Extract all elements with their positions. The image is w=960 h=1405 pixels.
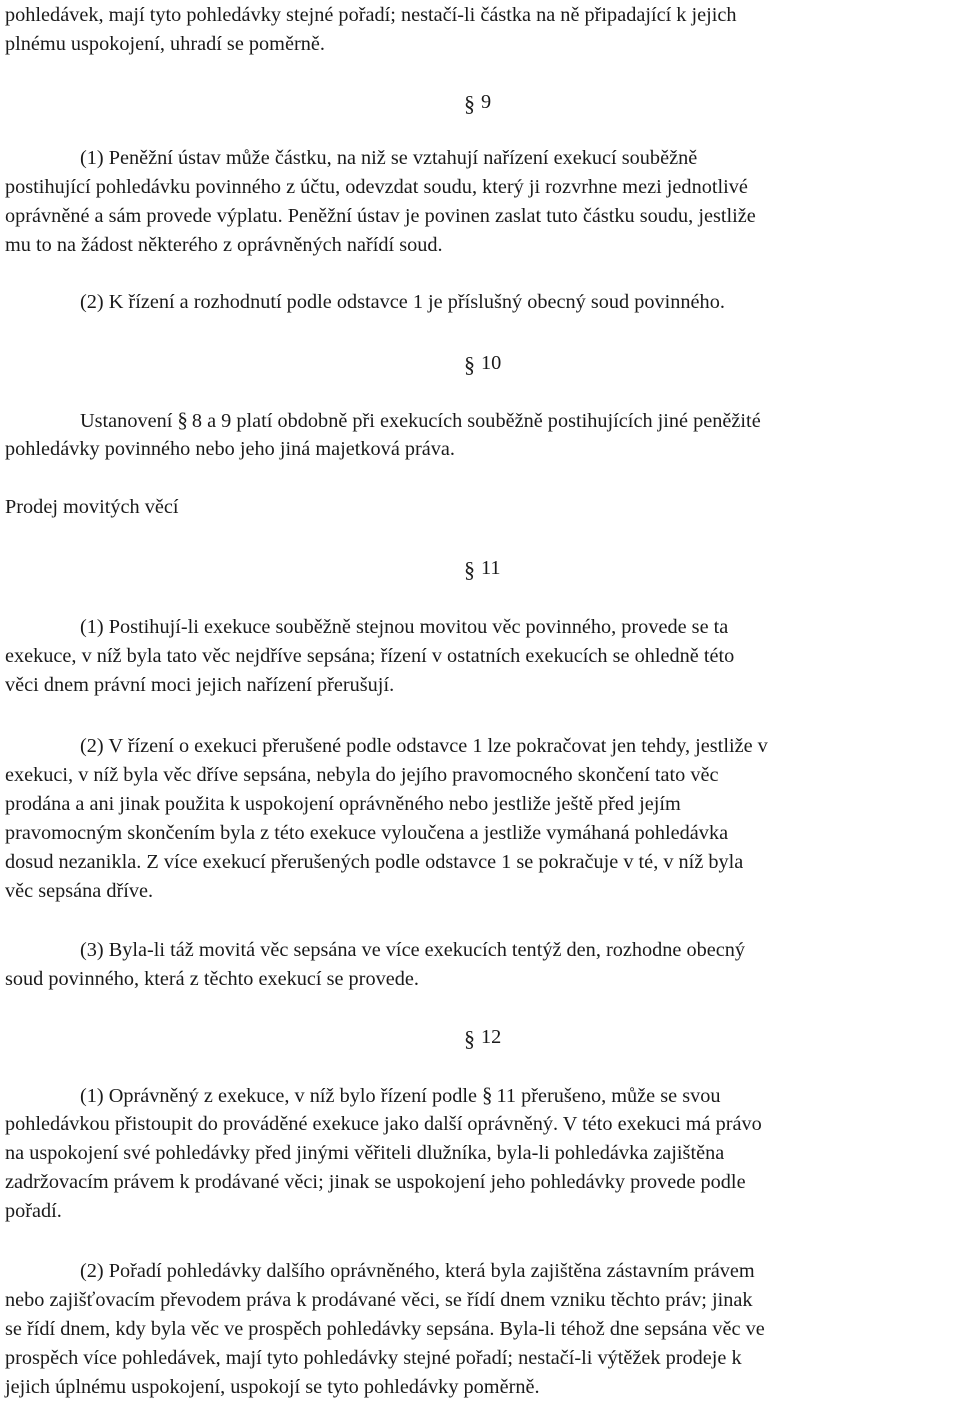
- paragraph-line: nebo zajišťovacím převodem práva k prodávané věci, se řídí dnem vzniku těchto práv; jinak: [5, 1289, 753, 1311]
- section-number: 12: [481, 1026, 502, 1048]
- paragraph-line: věc sepsána dříve.: [5, 880, 154, 902]
- paragraph-line: mu to na žádost některého z oprávněných nařídí soud.: [5, 234, 443, 256]
- section-heading-11: [464, 552, 501, 583]
- section-heading-12: [464, 1021, 501, 1052]
- paragraph-line: věci dnem právní moci jejich nařízení přerušují.: [5, 674, 395, 696]
- text-fragment: (1) Oprávněný z exekuce, v níž bylo řízení podle: [80, 1085, 478, 1107]
- section-symbol: §: [482, 1083, 493, 1107]
- paragraph-line: jejich úplnému uspokojení, uspokojí se tyto pohledávky poměrně.: [5, 1376, 540, 1398]
- paragraph-line: (3) Byla-li táž movitá věc sepsána ve více exekucích tentýž den, rozhodne obecný: [80, 939, 746, 961]
- paragraph-line: (2) V řízení o exekuci přerušené podle odstavce 1 lze pokračovat jen tehdy, jestliže v: [80, 735, 768, 757]
- paragraph-line: pořadí.: [5, 1200, 62, 1222]
- paragraph-line: exekuce, v níž byla tato věc nejdříve sepsána; řízení v ostatních exekucích se ohledně této: [5, 645, 735, 667]
- paragraph-line: (1) Postihují-li exekuce souběžně stejnou movitou věc povinného, provede se ta: [80, 616, 729, 638]
- section-heading-9: [464, 86, 491, 117]
- paragraph-line: se řídí dnem, kdy byla věc ve prospěch pohledávky sepsána. Byla-li téhož dne sepsána věc ve: [5, 1318, 765, 1340]
- paragraph-line: na uspokojení své pohledávky před jinými věřiteli dlužníka, byla-li pohledávka zajištěna: [5, 1142, 725, 1164]
- paragraph-line: prospěch více pohledávek, mají tyto pohledávky stejné pořadí; nestačí-li výtěžek prodeje k: [5, 1347, 742, 1369]
- section-number: 10: [481, 352, 502, 374]
- paragraph-line: soud povinného, která z těchto exekucí se provede.: [5, 968, 419, 990]
- section-symbol: §: [464, 557, 475, 582]
- paragraph-line: [80, 1080, 721, 1111]
- paragraph-line: (1) Peněžní ústav může částku, na niž se vztahují nařízení exekucí souběžně: [80, 147, 698, 169]
- paragraph-line: pohledávek, mají tyto pohledávky stejné pořadí; nestačí-li částka na ně připadající k jejich: [5, 4, 737, 26]
- paragraph-line: plnému uspokojení, uhradí se poměrně.: [5, 33, 325, 55]
- paragraph-line: oprávněné a sám provede výplatu. Peněžní ústav je povinen zaslat tuto částku soudu, jestliže: [5, 205, 756, 227]
- paragraph-line: prodána a ani jinak použita k uspokojení oprávněného nebo jestliže ještě před jejím: [5, 793, 681, 815]
- text-fragment: Ustanovení: [80, 410, 173, 432]
- section-symbol: §: [464, 1026, 475, 1051]
- paragraph-line: (2) K řízení a rozhodnutí podle odstavce 1 je příslušný obecný soud povinného.: [80, 291, 725, 313]
- text-fragment: 11 přerušeno, může se svou: [496, 1085, 721, 1107]
- paragraph-line: [80, 405, 761, 436]
- section-number: 9: [481, 91, 492, 113]
- section-symbol: §: [177, 408, 188, 432]
- section-heading-10: [464, 347, 501, 378]
- section-number: 11: [481, 557, 501, 579]
- paragraph-line: pravomocným skončením byla z této exekuce vyloučena a jestliže vymáhaná pohledávka: [5, 822, 729, 844]
- paragraph-line: dosud nezanikla. Z více exekucí přerušených podle odstavce 1 se pokračuje v té, v níž byla: [5, 851, 744, 873]
- paragraph-line: zadržovacím právem k prodávané věci; jinak se uspokojení jeho pohledávky provede podle: [5, 1171, 746, 1193]
- subheading: Prodej movitých věcí: [5, 496, 179, 518]
- paragraph-line: postihující pohledávku povinného z účtu, odevzdat soudu, který ji rozvrhne mezi jednotlivé: [5, 176, 748, 198]
- text-fragment: 8 a 9 platí obdobně při exekucích souběžně postihujících jiné peněžité: [191, 410, 761, 432]
- section-symbol: §: [464, 352, 475, 377]
- paragraph-line: (2) Pořadí pohledávky dalšího oprávněného, která byla zajištěna zástavním právem: [80, 1260, 755, 1282]
- paragraph-line: exekuci, v níž byla věc dříve sepsána, nebyla do jejího pravomocného skončení tato věc: [5, 764, 719, 786]
- paragraph-line: pohledávkou přistoupit do prováděné exekuce jako další oprávněný. V této exekuci má právo: [5, 1113, 762, 1135]
- section-symbol: §: [464, 91, 475, 116]
- paragraph-line: pohledávky povinného nebo jeho jiná majetková práva.: [5, 438, 456, 460]
